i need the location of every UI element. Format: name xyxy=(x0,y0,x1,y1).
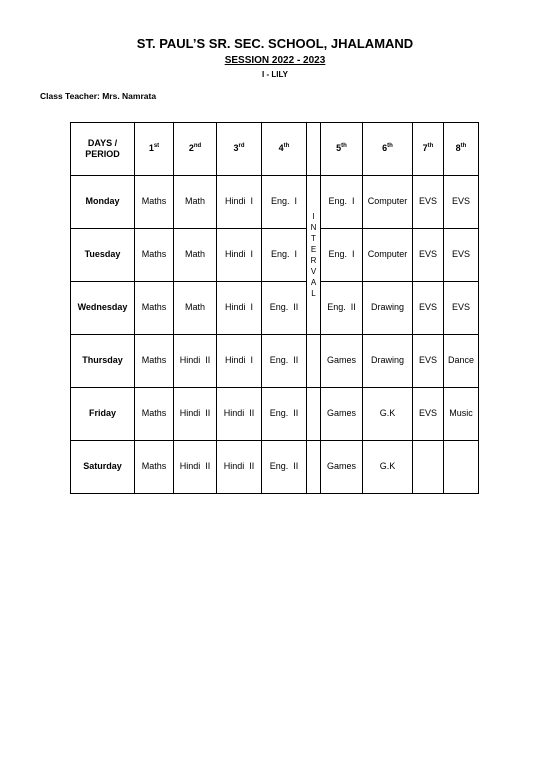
table-row xyxy=(71,176,479,229)
period-cell: Games xyxy=(321,388,363,441)
day-label: Thursday xyxy=(71,335,135,388)
period-header-4: 4th xyxy=(262,123,307,176)
period-cell: Hindi I xyxy=(217,229,262,282)
interval-letter: V xyxy=(310,267,317,276)
interval-letter: T xyxy=(311,234,316,243)
period-cell: Math xyxy=(174,229,217,282)
period-header-5: 5th xyxy=(321,123,363,176)
table-row xyxy=(71,388,479,441)
period-cell: Drawing xyxy=(363,282,413,335)
table-row xyxy=(71,335,479,388)
period-cell: Music xyxy=(444,388,479,441)
period-cell: Eng. II xyxy=(262,388,307,441)
class-name: I - LILY xyxy=(262,70,288,79)
period-cell xyxy=(413,441,444,494)
period-cell: Hindi I xyxy=(217,282,262,335)
period-cell: Computer xyxy=(363,229,413,282)
period-cell: Maths xyxy=(135,335,174,388)
corner-label-line2: PERIOD xyxy=(85,149,120,159)
period-header-3: 3rd xyxy=(217,123,262,176)
school-name: ST. PAUL’S SR. SEC. SCHOOL, JHALAMAND xyxy=(136,36,414,51)
timetable xyxy=(70,122,479,494)
day-label: Monday xyxy=(71,176,135,229)
period-cell xyxy=(444,441,479,494)
period-cell: Math xyxy=(174,176,217,229)
table-row xyxy=(71,441,479,494)
period-cell: Dance xyxy=(444,335,479,388)
period-cell: G.K xyxy=(363,388,413,441)
period-cell: Eng. I xyxy=(321,176,363,229)
header-row xyxy=(71,123,479,176)
period-cell: Games xyxy=(321,335,363,388)
session-title: SESSION 2022 - 2023 xyxy=(224,55,326,66)
interval-blank-cell xyxy=(307,388,321,441)
period-cell: Drawing xyxy=(363,335,413,388)
period-cell: EVS xyxy=(444,282,479,335)
period-header-2: 2nd xyxy=(174,123,217,176)
period-cell: EVS xyxy=(444,176,479,229)
period-cell: Eng. I xyxy=(262,229,307,282)
period-cell: Computer xyxy=(363,176,413,229)
period-cell: Maths xyxy=(135,229,174,282)
period-cell: Eng. II xyxy=(262,335,307,388)
interval-letter: N xyxy=(310,223,317,232)
interval-letter: L xyxy=(311,289,316,298)
corner-label-line1: DAYS / xyxy=(87,137,118,148)
interval-letter: R xyxy=(310,256,317,265)
period-header-7: 7th xyxy=(413,123,444,176)
period-header-8: 8th xyxy=(444,123,479,176)
interval-letter: I xyxy=(312,212,315,221)
period-cell: Eng. I xyxy=(262,176,307,229)
period-cell: EVS xyxy=(413,388,444,441)
class-teacher: Class Teacher: Mrs. Namrata xyxy=(40,91,157,101)
corner-header xyxy=(71,123,135,176)
day-label: Saturday xyxy=(71,441,135,494)
day-label: Wednesday xyxy=(71,282,135,335)
table-row xyxy=(71,282,479,335)
table-row xyxy=(71,229,479,282)
period-cell: Maths xyxy=(135,388,174,441)
day-label: Tuesday xyxy=(71,229,135,282)
period-cell: Hindi II xyxy=(174,335,217,388)
day-label: Friday xyxy=(71,388,135,441)
period-cell: Hindi II xyxy=(174,441,217,494)
interval-header xyxy=(307,123,321,176)
period-cell: Hindi II xyxy=(217,388,262,441)
period-cell: Eng. II xyxy=(321,282,363,335)
interval-label xyxy=(307,176,321,335)
period-cell: Math xyxy=(174,282,217,335)
period-cell: Hindi I xyxy=(217,176,262,229)
period-cell: EVS xyxy=(444,229,479,282)
interval-blank-cell xyxy=(307,335,321,388)
period-cell: Games xyxy=(321,441,363,494)
period-cell: Eng. II xyxy=(262,441,307,494)
period-cell: Hindi II xyxy=(217,441,262,494)
period-cell: EVS xyxy=(413,229,444,282)
period-cell: G.K xyxy=(363,441,413,494)
interval-letter: E xyxy=(310,245,317,254)
period-cell: Hindi I xyxy=(217,335,262,388)
period-cell: Maths xyxy=(135,176,174,229)
period-cell: EVS xyxy=(413,335,444,388)
interval-letter: A xyxy=(310,278,317,287)
period-cell: Eng. II xyxy=(262,282,307,335)
period-cell: Maths xyxy=(135,282,174,335)
period-cell: EVS xyxy=(413,282,444,335)
period-cell: Eng. I xyxy=(321,229,363,282)
interval-blank-cell xyxy=(307,441,321,494)
period-cell: Maths xyxy=(135,441,174,494)
period-cell: Hindi II xyxy=(174,388,217,441)
period-header-1: 1st xyxy=(135,123,174,176)
period-cell: EVS xyxy=(413,176,444,229)
period-header-6: 6th xyxy=(363,123,413,176)
